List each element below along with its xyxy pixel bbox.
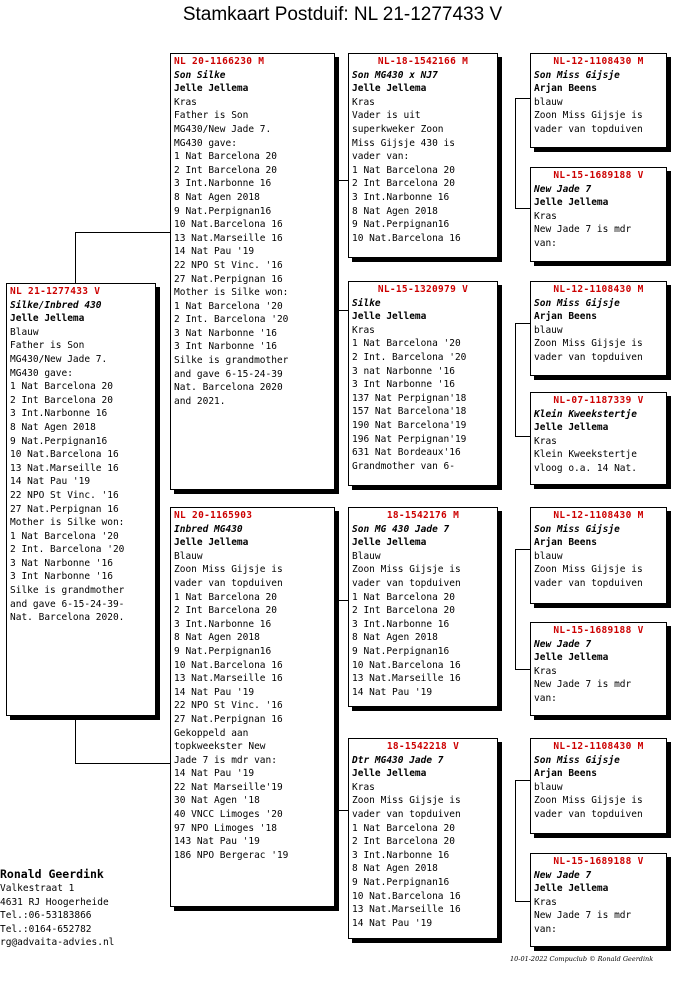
note-line: 27 Nat.Perpignan 16	[174, 713, 283, 725]
connector	[515, 98, 516, 208]
note-line: 14 Nat Pau '19	[10, 476, 91, 488]
note-line: 3 Int.Narbonne 16	[10, 408, 108, 420]
breeder-name: Jelle Jellema	[352, 83, 427, 95]
note-line: 1 Nat Barcelona 20	[352, 591, 455, 603]
note-line: MG430 gave:	[174, 137, 237, 149]
owner-line: Valkestraat 1	[0, 883, 75, 894]
pedigree-notes	[352, 781, 494, 931]
owner-line: rg@advaita-advies.nl	[0, 937, 115, 949]
note-line: 14 Nat Pau '19	[174, 686, 255, 698]
note-line: 2 Int. Barcelona '20	[352, 351, 467, 363]
connector	[335, 180, 336, 310]
note-line: vader van topduiven	[352, 808, 461, 820]
note-line: Miss Gijsje 430 is	[352, 137, 455, 149]
pedigree-notes	[352, 550, 494, 700]
page-title: Stamkaart Postduif: NL 21-1277433 V	[182, 4, 503, 25]
connector	[75, 763, 172, 764]
note-line: 8 Nat Agen 2018	[174, 191, 260, 203]
connector	[515, 780, 516, 901]
note-line: 3 Int.Narbonne 16	[352, 849, 450, 861]
pedigree-notes	[534, 781, 663, 822]
note-line: Nat. Barcelona 2020.	[10, 612, 125, 624]
note-line: Zoon Miss Gijsje is	[352, 564, 461, 576]
note-line: 3 Int Narbonne '16	[352, 379, 455, 391]
note-line: Zoon Miss Gijsje is	[534, 564, 643, 576]
note-line: 13 Nat.Marseille 16	[10, 462, 119, 474]
owner-line: Tel.:06-53183866	[0, 910, 92, 922]
pigeon-name: Inbred MG430	[174, 523, 243, 535]
connector	[515, 323, 530, 324]
pedigree-card-sire	[170, 53, 335, 490]
breeder-name: Arjan Beens	[534, 311, 597, 323]
note-line: 14 Nat Pau '19	[352, 917, 433, 929]
connector	[515, 901, 530, 902]
note-line: 137 Nat Perpignan'18	[352, 392, 467, 404]
pedigree-notes	[10, 326, 152, 625]
note-line: 1 Nat Barcelona 20	[352, 822, 455, 834]
note-line: vader van topduiven	[534, 808, 643, 820]
connector	[335, 180, 348, 181]
pedigree-notes	[534, 96, 663, 137]
pedigree-card-dam-sire	[348, 507, 498, 707]
connector	[75, 716, 76, 763]
note-line: 10 Nat.Barcelona 16	[174, 219, 283, 231]
pedigree-notes	[174, 550, 331, 863]
pigeon-name: Dtr MG430 Jade 7	[352, 754, 444, 766]
note-line: 9 Nat.Perpignan16	[174, 645, 272, 657]
note-line: 2 Int Barcelona 20	[352, 836, 455, 848]
ring-number: NL 20-1166230 M	[174, 56, 265, 67]
breeder-name: Arjan Beens	[534, 537, 597, 549]
note-line: 631 Nat Bordeaux'16	[352, 447, 461, 459]
note-line: New Jade 7 is mdr	[534, 679, 632, 691]
connector	[515, 436, 530, 437]
note-line: van:	[534, 237, 557, 249]
note-line: 2 Int Barcelona 20	[174, 164, 277, 176]
note-line: Silke is grandmother	[10, 585, 125, 597]
ring-number: NL-18-1542166 M	[377, 56, 469, 67]
note-line: 2 Int. Barcelona '20	[174, 314, 289, 326]
note-line: New Jade 7 is mdr	[534, 224, 632, 236]
connector	[515, 98, 530, 99]
note-line: 40 VNCC Limoges '20	[174, 809, 283, 821]
note-line: 97 NPO Limoges '18	[174, 822, 277, 834]
connector	[335, 600, 336, 810]
pigeon-name: Son Miss Gijsje	[534, 754, 620, 766]
note-line: 2 Int. Barcelona '20	[10, 544, 125, 556]
note-line: 1 Nat Barcelona 20	[352, 164, 455, 176]
note-line: 1 Nat Barcelona '20	[174, 300, 283, 312]
owner-info	[0, 866, 114, 950]
pedigree-card-g1	[530, 53, 667, 148]
connector	[335, 810, 348, 811]
pedigree-notes	[174, 96, 331, 409]
note-line: vader van:	[352, 151, 410, 163]
note-line: 1 Nat Barcelona 20	[174, 591, 277, 603]
ring-number: NL-15-1689188 V	[553, 170, 644, 181]
ring-number: NL-15-1689188 V	[553, 625, 644, 636]
note-line: 14 Nat Pau '19	[352, 686, 433, 698]
note-line: 1 Nat Barcelona 20	[10, 381, 113, 393]
note-line: Mother is Silke won:	[10, 517, 125, 529]
pigeon-name: Son Miss Gijsje	[534, 523, 620, 535]
note-line: and gave 6-15-24-39	[174, 368, 283, 380]
ring-number: NL-15-1689188 V	[553, 856, 644, 867]
note-line: 1 Nat Barcelona '20	[10, 530, 119, 542]
connector	[335, 600, 348, 601]
note-line: 3 Nat Narbonne '16	[10, 557, 113, 569]
pedigree-notes	[352, 96, 494, 246]
note-line: 10 Nat.Barcelona 16	[352, 890, 461, 902]
note-line: 22 NPO St Vinc. '16	[174, 259, 283, 271]
pedigree-notes	[534, 435, 663, 476]
note-line: 3 nat Narbonne '16	[352, 365, 455, 377]
note-line: 13 Nat.Marseille 16	[352, 673, 461, 685]
pedigree-notes	[534, 665, 663, 706]
note-line: Kras	[352, 781, 375, 793]
connector	[515, 323, 516, 436]
note-line: vader van topduiven	[174, 577, 283, 589]
note-line: 186 NPO Bergerac '19	[174, 849, 289, 861]
note-line: and gave 6-15-24-39-	[10, 598, 125, 610]
note-line: superkweker Zoon	[352, 123, 444, 135]
pigeon-name: Son MG430 x NJ7	[352, 69, 438, 81]
note-line: MG430/New Jade 7.	[174, 123, 272, 135]
note-line: vloog o.a. 14 Nat.	[534, 462, 637, 474]
ring-number: NL 21-1277433 V	[10, 286, 101, 297]
note-line: 3 Int Narbonne '16	[174, 341, 277, 353]
pedigree-card-g7	[530, 738, 667, 834]
connector	[515, 549, 516, 669]
pedigree-card-dam-dam	[348, 738, 498, 939]
note-line: Kras	[534, 210, 557, 222]
note-line: van:	[534, 692, 557, 704]
pigeon-name: Son Silke	[174, 69, 226, 81]
note-line: Kras	[534, 665, 557, 677]
note-line: Zoon Miss Gijsje is	[174, 564, 283, 576]
pedigree-card-dam	[170, 507, 335, 907]
pedigree-card-g3	[530, 281, 667, 376]
note-line: 8 Nat Agen 2018	[352, 632, 438, 644]
note-line: vader van topduiven	[534, 123, 643, 135]
note-line: MG430 gave:	[10, 367, 73, 379]
note-line: Kras	[352, 96, 375, 108]
pigeon-name: Son Miss Gijsje	[534, 297, 620, 309]
pigeon-name: Son MG 430 Jade 7	[352, 523, 450, 535]
connector	[75, 232, 76, 286]
connector	[515, 780, 530, 781]
note-line: Father is Son	[10, 340, 85, 352]
note-line: 2 Int Barcelona 20	[10, 394, 113, 406]
pedigree-card-subject	[6, 283, 156, 716]
note-line: 8 Nat Agen 2018	[174, 632, 260, 644]
note-line: 22 Nat Marseille'19	[174, 781, 283, 793]
note-line: 2 Int Barcelona 20	[352, 605, 455, 617]
ring-number: NL-12-1108430 M	[553, 510, 644, 521]
note-line: Gekoppeld aan	[174, 727, 249, 739]
breeder-name: Jelle Jellema	[174, 83, 249, 95]
breeder-name: Arjan Beens	[534, 83, 597, 95]
ring-number: 18-1542176 M	[386, 510, 460, 521]
breeder-name: Jelle Jellema	[352, 537, 427, 549]
pedigree-notes	[534, 896, 663, 937]
note-line: 3 Int Narbonne '16	[10, 571, 113, 583]
note-line: Father is Son	[174, 110, 249, 122]
note-line: 3 Int.Narbonne 16	[352, 191, 450, 203]
pigeon-name: Klein Kweekstertje	[534, 408, 637, 420]
note-line: 9 Nat.Perpignan16	[352, 645, 450, 657]
breeder-name: Jelle Jellema	[10, 313, 85, 325]
note-line: 9 Nat.Perpignan16	[10, 435, 108, 447]
pigeon-name: New Jade 7	[534, 183, 592, 195]
note-line: Silke is grandmother	[174, 355, 289, 367]
ring-number: NL-15-1320979 V	[377, 284, 469, 295]
note-line: 22 NPO St Vinc. '16	[10, 489, 119, 501]
note-line: Zoon Miss Gijsje is	[352, 795, 461, 807]
note-line: blauw	[534, 550, 563, 562]
note-line: 2 Int Barcelona 20	[174, 605, 277, 617]
note-line: Blauw	[10, 326, 39, 338]
ring-number: NL-07-1187339 V	[553, 395, 644, 406]
owner-address	[0, 882, 114, 950]
note-line: 190 Nat Barcelona'19	[352, 419, 467, 431]
pigeon-name: Son Miss Gijsje	[534, 69, 620, 81]
note-line: van:	[534, 923, 557, 935]
pedigree-card-g8	[530, 853, 667, 947]
note-line: 196 Nat Perpignan'19	[352, 433, 467, 445]
note-line: Zoon Miss Gijsje is	[534, 795, 643, 807]
pedigree-card-g4	[530, 392, 667, 485]
ring-number: 18-1542218 V	[386, 741, 460, 752]
note-line: Zoon Miss Gijsje is	[534, 110, 643, 122]
note-line: 10 Nat.Barcelona 16	[352, 659, 461, 671]
breeder-name: Jelle Jellema	[352, 768, 427, 780]
owner-name: Ronald Geerdink	[0, 867, 104, 881]
breeder-name: Arjan Beens	[534, 768, 597, 780]
note-line: Grandmother van 6-	[352, 460, 455, 472]
note-line: Blauw	[352, 550, 381, 562]
note-line: vader van topduiven	[534, 577, 643, 589]
note-line: 10 Nat.Barcelona 16	[174, 659, 283, 671]
note-line: New Jade 7 is mdr	[534, 910, 632, 922]
note-line: 143 Nat Pau '19	[174, 836, 260, 848]
note-line: blauw	[534, 324, 563, 336]
note-line: 9 Nat.Perpignan16	[174, 205, 272, 217]
note-line: 13 Nat.Marseille 16	[174, 673, 283, 685]
note-line: 13 Nat.Marseille 16	[352, 904, 461, 916]
connector	[515, 208, 530, 209]
note-line: topkweekster New	[174, 741, 266, 753]
owner-line: 4631 RJ Hoogerheide	[0, 896, 109, 908]
note-line: 9 Nat.Perpignan16	[352, 876, 450, 888]
note-line: 1 Nat Barcelona '20	[352, 338, 461, 350]
note-line: Blauw	[174, 550, 203, 562]
note-line: 14 Nat Pau '19	[174, 246, 255, 258]
note-line: 2 Int Barcelona 20	[352, 178, 455, 190]
note-line: Mother is Silke won:	[174, 287, 289, 299]
breeder-name: Jelle Jellema	[534, 883, 609, 895]
pigeon-name: Silke/Inbred 430	[10, 299, 102, 311]
ring-number: NL-12-1108430 M	[553, 741, 644, 752]
note-line: MG430/New Jade 7.	[10, 353, 108, 365]
pigeon-name: New Jade 7	[534, 869, 592, 881]
pigeon-name: New Jade 7	[534, 638, 592, 650]
note-line: Kras	[352, 324, 375, 336]
ring-number: NL-12-1108430 M	[553, 284, 644, 295]
breeder-name: Jelle Jellema	[534, 422, 609, 434]
note-line: 157 Nat Barcelona'18	[352, 406, 467, 418]
breeder-name: Jelle Jellema	[174, 537, 249, 549]
note-line: 3 Nat Narbonne '16	[174, 327, 277, 339]
pedigree-card-sire-dam	[348, 281, 498, 486]
note-line: 27 Nat.Perpignan 16	[10, 503, 119, 515]
connector	[515, 669, 530, 670]
pedigree-notes	[534, 210, 663, 251]
note-line: 3 Int.Narbonne 16	[352, 618, 450, 630]
note-line: blauw	[534, 96, 563, 108]
note-line: 1 Nat Barcelona 20	[174, 151, 277, 163]
footer-credit: 10-01-2022 Compuclub © Ronald Geerdink	[510, 955, 654, 963]
pedigree-notes	[352, 324, 494, 474]
pigeon-name: Silke	[352, 297, 381, 309]
note-line: Vader is uit	[352, 110, 421, 122]
note-line: 8 Nat Agen 2018	[10, 421, 96, 433]
connector	[335, 310, 348, 311]
note-line: vader van topduiven	[534, 351, 643, 363]
note-line: 13 Nat.Marseille 16	[174, 232, 283, 244]
note-line: vader van topduiven	[352, 577, 461, 589]
connector	[515, 549, 530, 550]
note-line: Zoon Miss Gijsje is	[534, 338, 643, 350]
owner-line: Tel.:0164-652782	[0, 923, 92, 935]
note-line: Nat. Barcelona 2020	[174, 382, 283, 394]
ring-number: NL 20-1165903	[174, 510, 253, 521]
note-line: 10 Nat.Barcelona 16	[352, 232, 461, 244]
ring-number: NL-12-1108430 M	[553, 56, 644, 67]
note-line: 3 Int.Narbonne 16	[174, 618, 272, 630]
note-line: 27 Nat.Perpignan 16	[174, 273, 283, 285]
note-line: Klein Kweekstertje	[534, 449, 637, 461]
note-line: Jade 7 is mdr van:	[174, 754, 277, 766]
note-line: 8 Nat Agen 2018	[352, 205, 438, 217]
pedigree-card-g5	[530, 507, 667, 604]
note-line: 10 Nat.Barcelona 16	[10, 449, 119, 461]
note-line: Kras	[534, 896, 557, 908]
pedigree-notes	[534, 324, 663, 365]
note-line: 30 Nat Agen '18	[174, 795, 260, 807]
note-line: 8 Nat Agen 2018	[352, 863, 438, 875]
breeder-name: Jelle Jellema	[534, 652, 609, 664]
pedigree-card-g6	[530, 622, 667, 716]
connector	[75, 232, 172, 233]
note-line: Kras	[174, 96, 197, 108]
note-line: 9 Nat.Perpignan16	[352, 219, 450, 231]
breeder-name: Jelle Jellema	[534, 197, 609, 209]
note-line: blauw	[534, 781, 563, 793]
note-line: Kras	[534, 435, 557, 447]
breeder-name: Jelle Jellema	[352, 311, 427, 323]
pedigree-card-sire-sire	[348, 53, 498, 258]
note-line: 22 NPO St Vinc. '16	[174, 700, 283, 712]
note-line: 3 Int.Narbonne 16	[174, 178, 272, 190]
note-line: 14 Nat Pau '19	[174, 768, 255, 780]
pedigree-notes	[534, 550, 663, 591]
note-line: and 2021.	[174, 395, 226, 407]
pedigree-card-g2	[530, 167, 667, 262]
